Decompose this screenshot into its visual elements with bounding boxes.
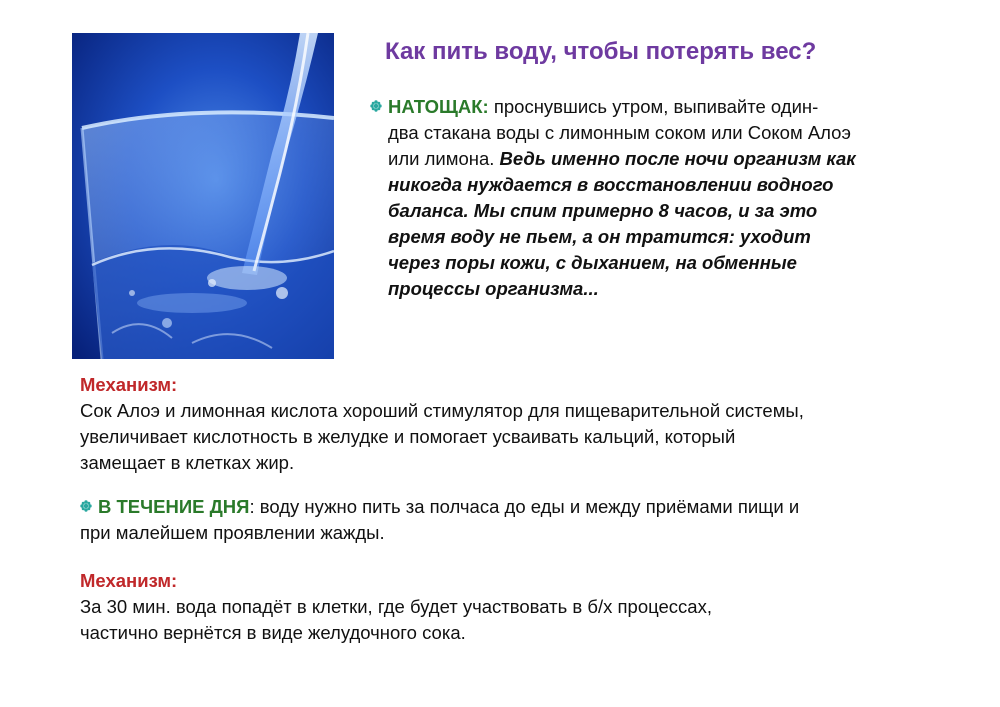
page-title: Как пить воду, чтобы потерять вес? xyxy=(385,38,817,65)
morning-text-line: или лимона. xyxy=(388,148,495,169)
daytime-label-colon: : xyxy=(249,496,255,517)
morning-emphasis-line: через поры кожи, с дыханием, на обменные xyxy=(388,252,797,273)
glass-of-water-photo xyxy=(72,33,334,359)
daytime-label: В ТЕЧЕНИЕ ДНЯ xyxy=(98,496,250,517)
mechanism-section-1 xyxy=(80,372,940,476)
morning-emphasis-line: Ведь именно после ночи организм как xyxy=(499,148,856,169)
mechanism-label: Механизм: xyxy=(80,374,178,395)
mechanism-section-2 xyxy=(80,568,940,646)
morning-section xyxy=(370,94,930,302)
daytime-text-line: при малейшем проявлении жажды. xyxy=(80,522,385,543)
mechanism-label: Механизм: xyxy=(80,570,178,591)
daytime-text-line: воду нужно пить за полчаса до еды и между приёмами пищи и xyxy=(259,496,800,517)
morning-text-line: два стакана воды с лимонным соком или Соком Алоэ xyxy=(388,122,851,143)
teal-flower-bullet-icon xyxy=(80,500,92,512)
morning-emphasis-line: баланса. Мы спим примерно 8 часов, и за это xyxy=(388,200,818,221)
mechanism-text-line: частично вернётся в виде желудочного сока. xyxy=(80,622,466,643)
morning-label: НАТОЩАК: xyxy=(388,96,489,117)
morning-emphasis-line: никогда нуждается в восстановлении водного xyxy=(388,174,834,195)
mechanism-text-line: Сок Алоэ и лимонная кислота хороший стимулятор для пищеварительной системы, xyxy=(80,400,804,421)
morning-text-line: проснувшись утром, выпивайте один- xyxy=(493,96,819,117)
morning-emphasis-line: время воду не пьем, а он тратится: уходит xyxy=(388,226,811,247)
morning-emphasis-line: процессы организма... xyxy=(388,278,599,299)
mechanism-text-line: За 30 мин. вода попадёт в клетки, где будет участвовать в б/х процессах, xyxy=(80,596,712,617)
daytime-section xyxy=(80,494,940,546)
mechanism-text-line: увеличивает кислотность в желудке и помогает усваивать кальций, который xyxy=(80,426,736,447)
mechanism-text-line: замещает в клетках жир. xyxy=(80,452,295,473)
teal-flower-bullet-icon xyxy=(370,100,382,112)
